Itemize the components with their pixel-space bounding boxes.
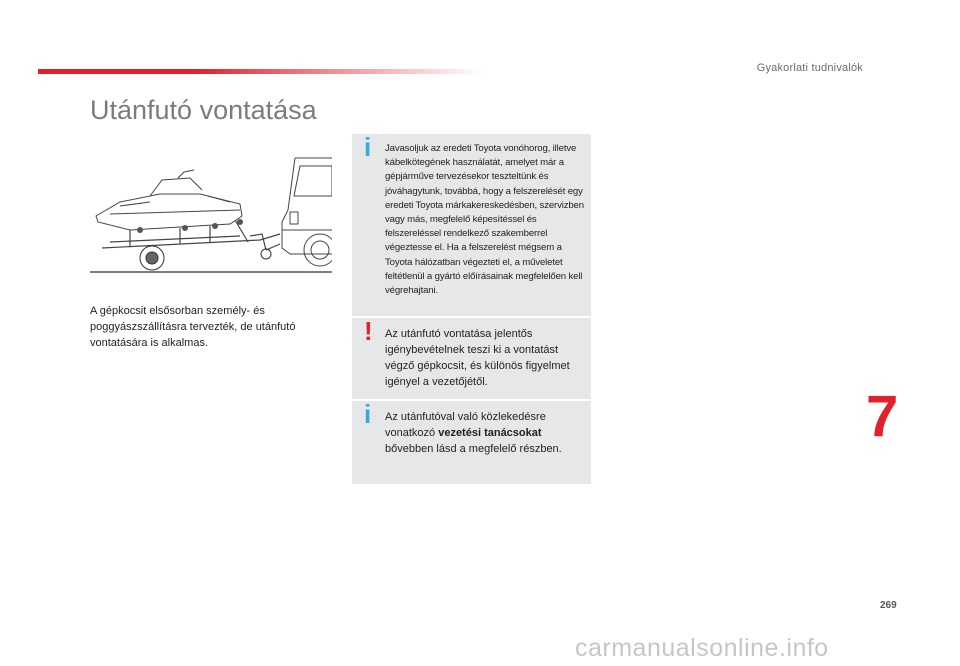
page-title: Utánfutó vontatása: [90, 95, 317, 125]
trailer-jetski-illustration: [90, 150, 332, 275]
info-box-towbar-recommendation: [352, 134, 591, 316]
trailer-wheel: [140, 246, 164, 270]
info-box-text-start: Az utánfutóval való közlekedésre vonatkozó: [385, 411, 546, 439]
watermark: carmanualsonline.info: [575, 634, 829, 662]
warning-icon: !: [364, 316, 373, 346]
header-accent-bar: [38, 69, 483, 74]
info-box-text: Javasoljuk az eredeti Toyota vonóhorog, illetve kábelkötegének használatát, amelyet már a gépjárműve tervezésekor teszteltünk és jóváhagytunk, továbbá, hogy a felszerelését egy eredeti Toyota márkakereskedésben, szervizben vagy más, megfelelő képesítéssel és felszereléssel rendelkező szakemberrel végeztesse el. Ha a felszerelést mégsem a Toyota hálózatban végezteti el, a műveletet feltétlenül a gyártó előírásainak megfelelően kell végrehajtani.: [385, 143, 584, 297]
driving-advice-emphasis: vezetési tanácsokat: [438, 427, 542, 439]
warning-box-text: Az utánfutó vontatása jelentős igénybevételnek teszi ki a vontatást végző gépkocsit, és különös figyelmet igényel a vezetőjétől.: [385, 328, 570, 388]
page-number: 269: [880, 600, 897, 611]
chapter-number: 7: [866, 384, 899, 449]
warning-box-towing-load: [352, 318, 591, 399]
jetski: [96, 170, 242, 230]
car-rear-outline: [282, 158, 332, 266]
chapter-title: Gyakorlati tudnivalók: [756, 62, 863, 74]
intro-paragraph: A gépkocsit elsősorban személy- és poggyászszállításra tervezték, de utánfutó vontatására is alkalmas.: [90, 305, 296, 349]
info-icon: i: [364, 399, 372, 429]
info-box-text-end: bővebben lásd a megfelelő részben.: [385, 443, 562, 455]
info-box-text: [385, 409, 585, 457]
info-icon: i: [364, 132, 372, 162]
info-box-driving-advice: [352, 401, 591, 484]
jockey-wheel: [261, 249, 271, 259]
